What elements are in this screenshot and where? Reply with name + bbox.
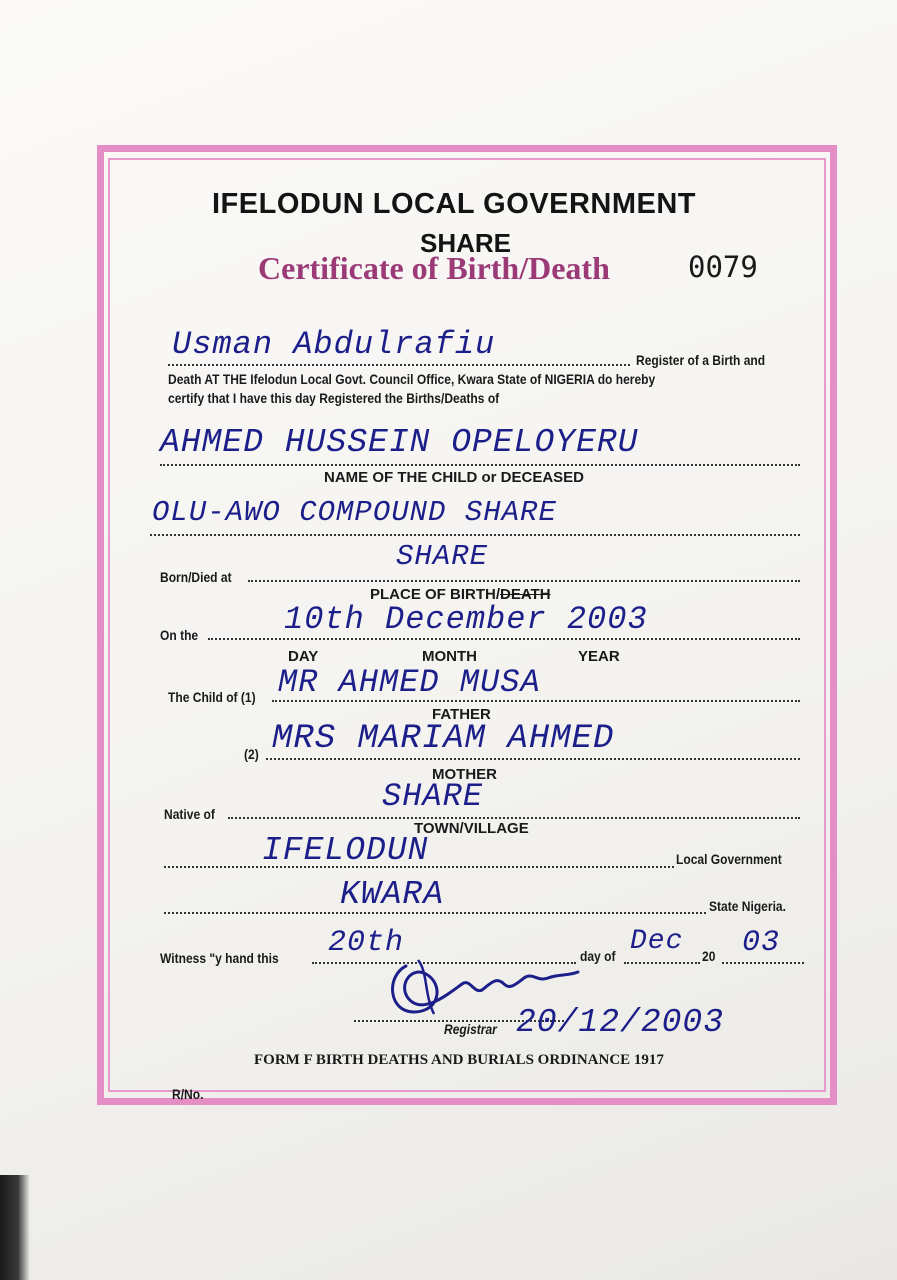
lga-handwritten: IFELODUN <box>262 832 429 869</box>
registrar-name-line <box>168 364 630 366</box>
witness-year-line <box>722 962 804 964</box>
rno-label: R/No. <box>172 1086 204 1102</box>
lga-line <box>164 866 674 868</box>
registrar-line-2: Death AT THE Ifelodun Local Govt. Council Office, Kwara State of NIGERIA do hereby <box>168 371 656 387</box>
state-handwritten: KWARA <box>340 876 445 913</box>
birth-date-line <box>208 638 800 640</box>
child-name-handwritten: AHMED HUSSEIN OPELOYERU <box>160 424 639 461</box>
day-caption: DAY <box>288 648 319 665</box>
place-title: SHARE <box>420 228 512 258</box>
scan-shadow <box>0 1175 30 1280</box>
born-died-label: Born/Died at <box>160 569 232 585</box>
father-name-handwritten: MR AHMED MUSA <box>278 664 541 701</box>
registrar-name-handwritten: Usman Abdulrafiu <box>172 326 496 363</box>
register-suffix: Register of a Birth and <box>636 352 766 368</box>
child-of-label: The Child of (1) <box>168 689 256 705</box>
mother-name-handwritten: MRS MARIAM AHMED <box>272 720 615 758</box>
certificate-title: Certificate of Birth/Death <box>258 250 610 286</box>
authority-title: IFELODUN LOCAL GOVERNMENT <box>212 188 697 220</box>
birth-place-line2-handwritten: SHARE <box>396 540 489 573</box>
mother-line <box>266 758 800 760</box>
year-prefix: 20 <box>702 948 716 964</box>
state-line <box>164 912 706 914</box>
birth-place-line1 <box>150 534 800 536</box>
native-town-handwritten: SHARE <box>382 778 484 815</box>
mother-prefix: (2) <box>244 746 259 762</box>
serial-number: 0079 <box>688 250 758 284</box>
witness-day-handwritten: 20th <box>328 926 405 960</box>
child-name-line <box>160 464 800 466</box>
on-the-label: On the <box>160 627 199 643</box>
witness-year-handwritten: 03 <box>742 926 781 960</box>
local-government-label: Local Government <box>676 851 782 867</box>
native-of-label: Native of <box>164 806 215 822</box>
registrar-line-3: certify that I have this day Registered the Births/Deaths of <box>168 390 500 406</box>
month-caption: MONTH <box>422 648 477 665</box>
town-village-caption: TOWN/VILLAGE <box>414 820 529 837</box>
father-line <box>272 700 800 702</box>
mother-caption: MOTHER <box>432 766 497 783</box>
native-line <box>228 817 800 819</box>
state-nigeria-label: State Nigeria. <box>709 898 786 914</box>
birth-place-line1-handwritten: OLU-AWO COMPOUND SHARE <box>152 496 557 529</box>
witness-month-handwritten: Dec <box>630 926 684 957</box>
year-caption: YEAR <box>578 648 620 665</box>
ordinance-footer: FORM F BIRTH DEATHS AND BURIALS ORDINANCE 1917 <box>254 1052 664 1068</box>
witness-label: Witness "y hand this <box>160 950 279 966</box>
birth-place-line2 <box>248 580 800 582</box>
day-of-label: day of <box>580 948 616 964</box>
signature-date-handwritten: 20/12/2003 <box>516 1004 725 1041</box>
child-name-caption: NAME OF THE CHILD or DECEASED <box>324 469 585 486</box>
witness-month-line <box>624 962 700 964</box>
birth-place-caption: PLACE OF BIRTH/DEATH <box>370 586 551 603</box>
registrar-label: Registrar <box>444 1021 497 1037</box>
father-caption: FATHER <box>432 706 491 723</box>
birth-date-handwritten: 10th December 2003 <box>284 601 648 638</box>
